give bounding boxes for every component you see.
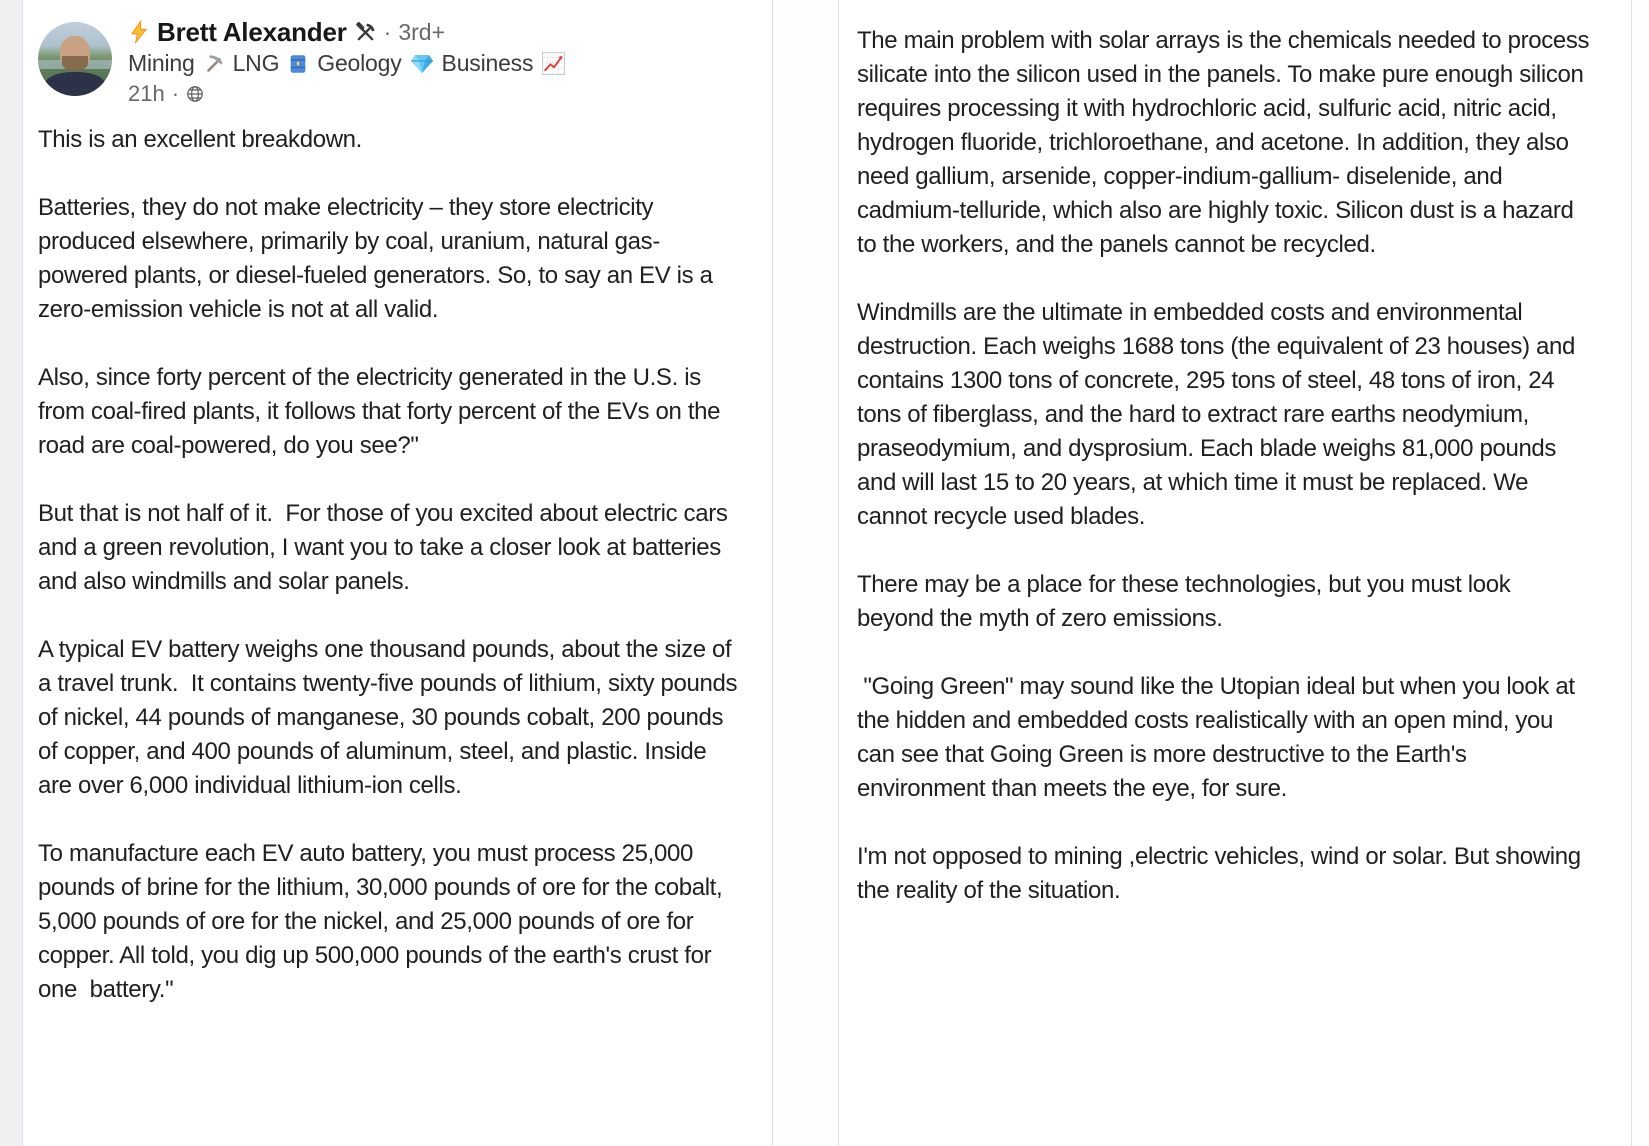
post-text-right [857, 24, 1596, 908]
degree-separator-dot: · [383, 19, 392, 45]
globe-icon [186, 85, 204, 103]
headline-mining: Mining [128, 50, 195, 76]
post-card-right [838, 0, 1631, 1146]
headline-business: Business [441, 50, 534, 76]
page-left-gutter [0, 0, 23, 1146]
post-paragraph: Batteries, they do not make electricity – they store electricity produced elsewhere, primarily by coal, uranium, natural gas-powered plants, or diesel-fueled generators. So, to say an EV is a zero-emission vehicle is not at all valid. [38, 194, 719, 323]
post-paragraph: The main problem with solar arrays is the chemicals needed to process silicate into the silicon used in the panels. To make pure enough silicon requires processing it with hydrochloric acid, sulfuric acid, nitric acid, hydrogen fluoride, trichloroethane, and acetone. In addition, they also need gallium, arsenide, copper-indium-gallium- diselenide, and cadmium-telluride, which also are highly toxic. Silicon dust is a hazard to the workers, and the panels cannot be recycled. [857, 27, 1596, 258]
post-header [38, 12, 744, 109]
post-paragraph: A typical EV battery weighs one thousand pounds, about the size of a travel trunk. It contains twenty-five pounds of lithium, sixty pounds of nickel, 44 pounds of manganese, 30 pounds cobalt, 200 pounds of copper, and 400 pounds of aluminum, steel, and plastic. Inside are over 6,000 individual lithium-ion cells. [38, 636, 744, 799]
connection-degree [384, 16, 445, 48]
post-card-left [24, 0, 773, 1146]
chart-increasing-icon [541, 51, 566, 76]
author-name[interactable]: Brett Alexander [157, 17, 347, 47]
post-paragraph: I'm not opposed to mining ,electric vehicles, wind or solar. But showing the reality of the situation. [857, 843, 1588, 904]
headline-lng: LNG [232, 50, 280, 76]
post-paragraph: To manufacture each EV auto battery, you must process 25,000 pounds of brine for the lithium, 30,000 pounds of ore for the cobalt, 5,000 pounds of ore for the nickel, and 25,000 pounds of ore for copper. All told, you dig up 500,000 pounds of the earth's crust for one battery." [38, 840, 729, 1003]
headline-geology: Geology [317, 50, 402, 76]
page-right-gutter [1631, 0, 1649, 1146]
author-name-line [128, 16, 566, 48]
post-paragraph: There may be a place for these technologies, but you must look beyond the myth of zero emissions. [857, 571, 1517, 632]
timestamp: 21h [128, 81, 165, 106]
avatar-photo-beard [62, 56, 88, 71]
gem-icon [410, 53, 434, 75]
degree-label: 3rd+ [398, 19, 446, 45]
hammer-pick-icon [354, 21, 377, 44]
post-paragraph: Windmills are the ultimate in embedded costs and environmental destruction. Each weighs 1688 tons (the equivalent of 23 houses) and contains 1300 tons of concrete, 295 tons of steel, 48 tons of iron, 24 tons of fiberglass, and the hard to extract rare earths neodymium, praseodymium, and dysprosium. Each blade weighs 81,000 pounds and will last 15 to 20 years, at which time it must be replaced. We cannot recycle used blades. [857, 299, 1582, 530]
post-paragraph: This is an excellent breakdown. [38, 126, 362, 153]
post-header-text [128, 12, 566, 109]
post-meta-line [128, 79, 566, 109]
meta-separator-dot: · [171, 81, 180, 106]
oil-drum-icon [287, 53, 309, 75]
author-headline [128, 48, 566, 79]
lightning-icon [128, 19, 150, 45]
avatar-photo-shirt [44, 72, 106, 96]
pick-icon [203, 53, 225, 75]
post-paragraph: But that is not half of it. For those of you excited about electric cars and a green revolution, I want you to take a closer look at batteries and also windmills and solar panels. [38, 500, 734, 595]
avatar[interactable] [38, 22, 112, 96]
post-text-left [38, 123, 745, 1007]
post-paragraph: Also, since forty percent of the electricity generated in the U.S. is from coal-fired plants, it follows that forty percent of the EVs on the road are coal-powered, do you see?" [38, 364, 727, 459]
post-paragraph: "Going Green" may sound like the Utopian ideal but when you look at the hidden and embedded costs realistically with an open mind, you can see that Going Green is more destructive to the Earth's environment than meets the eye, for sure. [857, 673, 1582, 802]
